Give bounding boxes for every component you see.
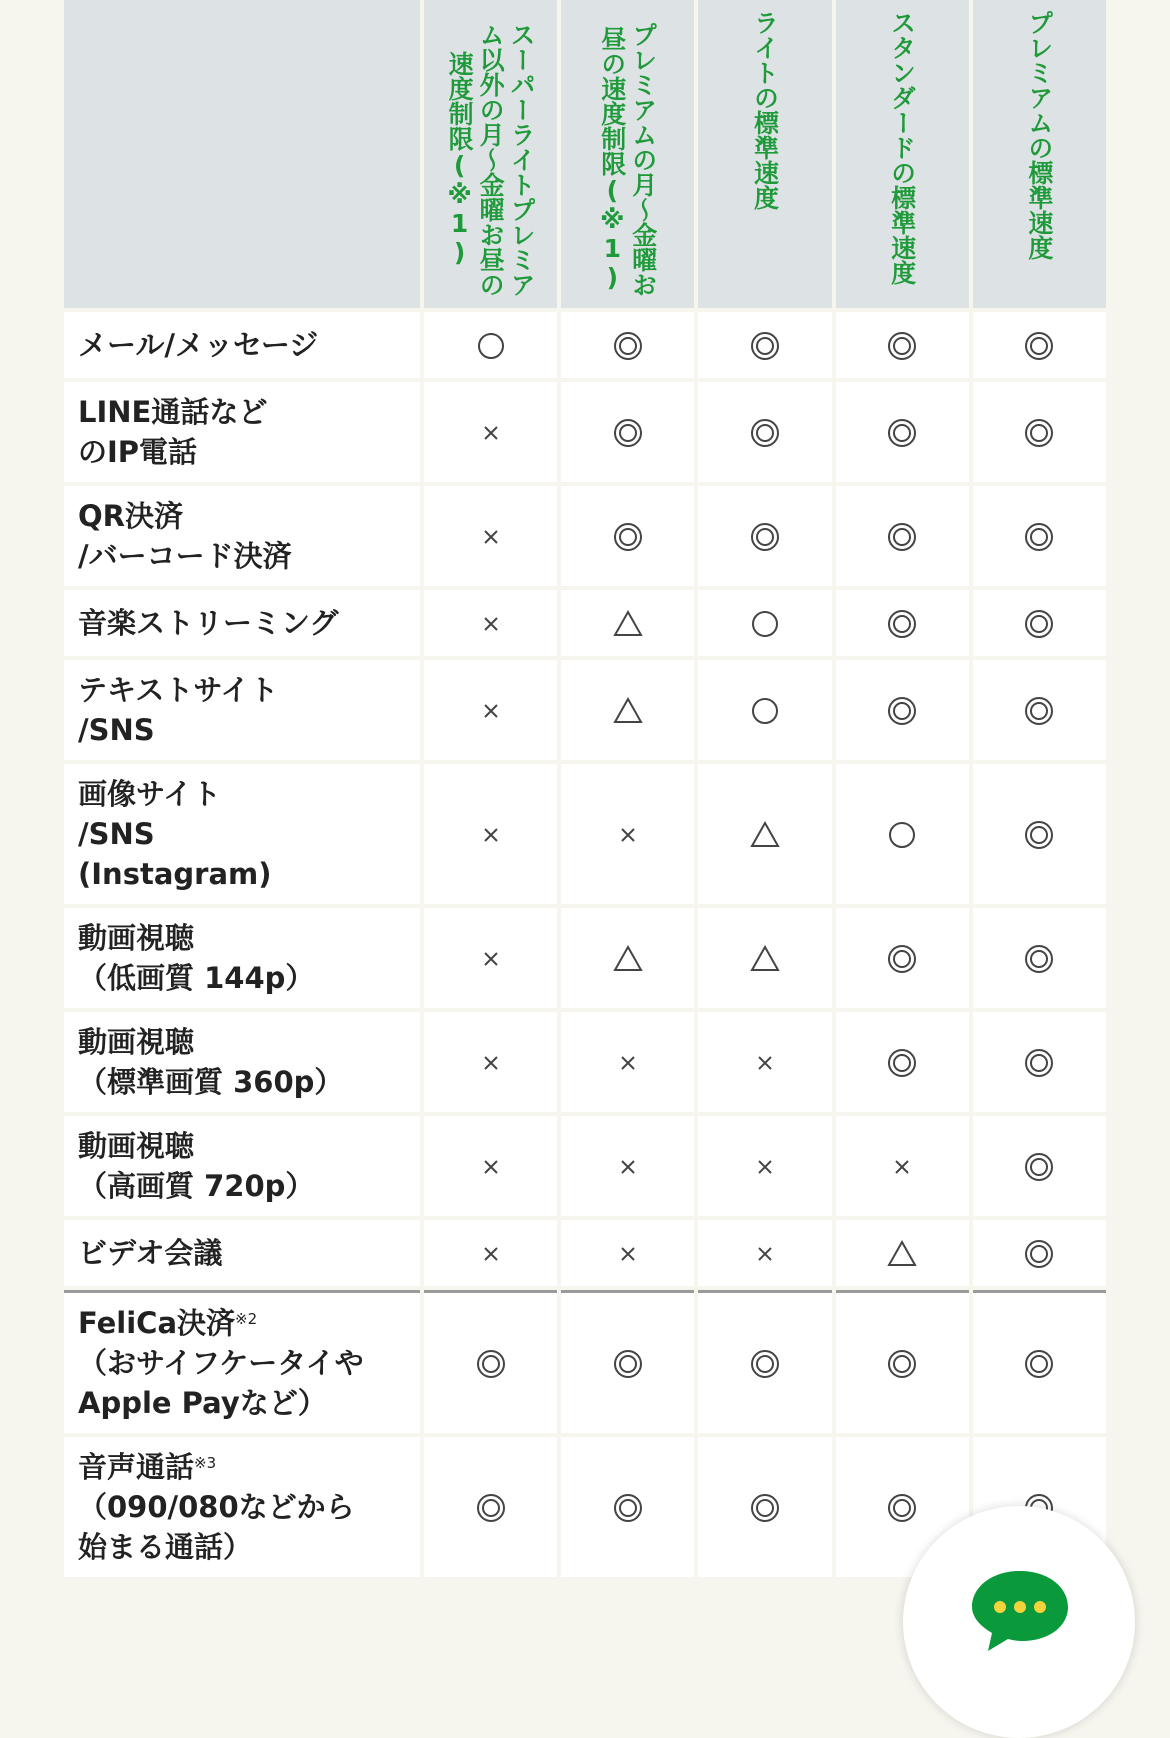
row-label	[64, 1012, 420, 1112]
rating-cell	[698, 908, 831, 1008]
rating-cell	[698, 590, 831, 656]
rating-cell	[424, 764, 557, 904]
footnote-mark: ※2	[235, 1310, 258, 1328]
row-label	[64, 1437, 420, 1577]
rating-cell	[698, 1437, 831, 1577]
double-circle-icon	[1022, 1150, 1056, 1184]
rating-cell	[561, 312, 694, 378]
double-circle-icon	[611, 329, 645, 363]
cross-icon	[611, 1150, 645, 1184]
header-corner	[64, 0, 420, 308]
row-label-text: 画像サイト /SNS (Instagram)	[78, 777, 272, 891]
circle-icon	[885, 818, 919, 852]
row-label-detail: （おサイフケータイや Apple Payなど）	[78, 1346, 364, 1420]
cross-icon	[474, 694, 508, 728]
rating-cell	[561, 908, 694, 1008]
cross-icon	[611, 1046, 645, 1080]
cross-icon	[474, 1046, 508, 1080]
rating-cell	[973, 1220, 1106, 1286]
header-label: スーパーライトプレミアム以外の月〜金曜お昼の速度制限(※1)	[445, 21, 537, 297]
double-circle-icon	[885, 520, 919, 554]
double-circle-icon	[885, 329, 919, 363]
row-label-text: FeliCa決済	[78, 1306, 236, 1340]
double-circle-icon	[748, 520, 782, 554]
double-circle-icon	[474, 1347, 508, 1381]
rating-cell	[561, 590, 694, 656]
triangle-icon	[748, 818, 782, 852]
rating-cell	[698, 1012, 831, 1112]
rating-cell	[973, 1290, 1106, 1433]
double-circle-icon	[611, 416, 645, 450]
header-label: ライトの標準速度	[750, 10, 780, 210]
row-label-text: 動画視聴 （標準画質 360p）	[78, 1025, 344, 1099]
triangle-icon	[611, 942, 645, 976]
row-label-text: テキストサイト /SNS	[78, 673, 279, 747]
cross-icon	[748, 1237, 782, 1271]
table-row	[64, 1290, 1106, 1433]
row-label-text: 動画視聴 （高画質 720p）	[78, 1129, 315, 1203]
rating-cell	[836, 312, 969, 378]
rating-cell	[424, 1220, 557, 1286]
rating-cell	[698, 1290, 831, 1433]
row-label	[64, 382, 420, 482]
header-label: スタンダードの標準速度	[887, 10, 917, 285]
cross-icon	[474, 1237, 508, 1271]
double-circle-icon	[748, 416, 782, 450]
rating-cell	[836, 660, 969, 760]
row-label	[64, 590, 420, 656]
row-label	[64, 908, 420, 1008]
row-label	[64, 1220, 420, 1286]
double-circle-icon	[885, 416, 919, 450]
row-label-text: LINE通話など のIP電話	[78, 395, 268, 469]
double-circle-icon	[611, 1347, 645, 1381]
rating-cell	[836, 908, 969, 1008]
rating-cell	[836, 486, 969, 586]
chat-bubble-icon[interactable]	[968, 1567, 1072, 1653]
rating-cell	[561, 660, 694, 760]
row-label-text: 動画視聴 （低画質 144p）	[78, 921, 315, 995]
rating-cell	[973, 590, 1106, 656]
table-row	[64, 908, 1106, 1008]
header-row	[64, 0, 1106, 308]
double-circle-icon	[885, 1046, 919, 1080]
double-circle-icon	[885, 1491, 919, 1525]
rating-cell	[424, 312, 557, 378]
double-circle-icon	[885, 1347, 919, 1381]
rating-cell	[836, 1116, 969, 1216]
rating-cell	[973, 908, 1106, 1008]
header-col-3	[698, 0, 831, 308]
cross-icon	[885, 1150, 919, 1184]
cross-icon	[611, 1237, 645, 1271]
rating-cell	[698, 1116, 831, 1216]
row-label-text: ビデオ会議	[78, 1236, 223, 1270]
double-circle-icon	[1022, 1237, 1056, 1271]
double-circle-icon	[748, 1491, 782, 1525]
table-row	[64, 1220, 1106, 1286]
rating-cell	[973, 312, 1106, 378]
cross-icon	[474, 416, 508, 450]
header-col-5	[973, 0, 1106, 308]
header-col-2	[561, 0, 694, 308]
cross-icon	[748, 1046, 782, 1080]
cross-icon	[474, 520, 508, 554]
rating-cell	[836, 1290, 969, 1433]
circle-icon	[748, 607, 782, 641]
row-label-text: QR決済 /バーコード決済	[78, 499, 292, 573]
table-row	[64, 382, 1106, 482]
table-row	[64, 486, 1106, 586]
rating-cell	[698, 764, 831, 904]
row-label	[64, 764, 420, 904]
triangle-icon	[885, 1237, 919, 1271]
circle-icon	[474, 329, 508, 363]
triangle-icon	[611, 607, 645, 641]
rating-cell	[561, 1220, 694, 1286]
rating-cell	[973, 764, 1106, 904]
table-row	[64, 312, 1106, 378]
footnote-mark: ※3	[194, 1454, 217, 1472]
row-label	[64, 1290, 420, 1433]
rating-cell	[973, 1116, 1106, 1216]
double-circle-icon	[474, 1491, 508, 1525]
rating-cell	[973, 1012, 1106, 1112]
rating-cell	[424, 908, 557, 1008]
triangle-icon	[611, 694, 645, 728]
double-circle-icon	[1022, 607, 1056, 641]
double-circle-icon	[748, 1347, 782, 1381]
double-circle-icon	[748, 329, 782, 363]
rating-cell	[973, 486, 1106, 586]
cross-icon	[474, 607, 508, 641]
double-circle-icon	[1022, 1347, 1056, 1381]
row-label-text: 音声通話	[78, 1450, 195, 1484]
double-circle-icon	[1022, 1046, 1056, 1080]
rating-cell	[424, 590, 557, 656]
rating-cell	[836, 1012, 969, 1112]
rating-cell	[424, 1012, 557, 1112]
rating-cell	[698, 382, 831, 482]
rating-cell	[561, 1012, 694, 1112]
row-label	[64, 660, 420, 760]
row-label	[64, 486, 420, 586]
table-row	[64, 660, 1106, 760]
rating-cell	[561, 1437, 694, 1577]
double-circle-icon	[885, 607, 919, 641]
double-circle-icon	[885, 942, 919, 976]
rating-cell	[836, 1220, 969, 1286]
rating-cell	[424, 1116, 557, 1216]
rating-cell	[561, 486, 694, 586]
row-label	[64, 312, 420, 378]
table-row	[64, 1116, 1106, 1216]
rating-cell	[561, 1116, 694, 1216]
row-label-text: メール/メッセージ	[78, 328, 319, 362]
header-label: プレミアムの標準速度	[1024, 10, 1054, 260]
rating-cell	[561, 382, 694, 482]
double-circle-icon	[1022, 942, 1056, 976]
double-circle-icon	[1022, 818, 1056, 852]
rating-cell	[698, 660, 831, 760]
double-circle-icon	[1022, 520, 1056, 554]
rating-cell	[973, 660, 1106, 760]
row-label-detail: （090/080などから 始まる通話）	[78, 1490, 355, 1564]
cross-icon	[748, 1150, 782, 1184]
cross-icon	[474, 1150, 508, 1184]
header-label: プレミアムの月〜金曜お昼の速度制限(※1)	[597, 21, 658, 297]
table-row	[64, 764, 1106, 904]
rating-cell	[424, 1437, 557, 1577]
rating-cell	[973, 382, 1106, 482]
rating-cell	[836, 764, 969, 904]
rating-cell	[836, 590, 969, 656]
rating-cell	[698, 486, 831, 586]
table-row	[64, 590, 1106, 656]
double-circle-icon	[885, 694, 919, 728]
rating-cell	[424, 486, 557, 586]
cross-icon	[474, 942, 508, 976]
rating-cell	[424, 660, 557, 760]
double-circle-icon	[611, 1491, 645, 1525]
header-col-1	[424, 0, 557, 308]
rating-cell	[424, 1290, 557, 1433]
row-label-text: 音楽ストリーミング	[78, 606, 339, 640]
rating-cell	[698, 312, 831, 378]
cross-icon	[611, 818, 645, 852]
double-circle-icon	[1022, 694, 1056, 728]
double-circle-icon	[1022, 329, 1056, 363]
header-col-4	[836, 0, 969, 308]
rating-cell	[836, 382, 969, 482]
cross-icon	[474, 818, 508, 852]
comparison-table	[60, 0, 1110, 1581]
rating-cell	[561, 764, 694, 904]
double-circle-icon	[611, 520, 645, 554]
table-row	[64, 1012, 1106, 1112]
double-circle-icon	[1022, 416, 1056, 450]
rating-cell	[698, 1220, 831, 1286]
row-label	[64, 1116, 420, 1216]
triangle-icon	[748, 942, 782, 976]
circle-icon	[748, 694, 782, 728]
rating-cell	[561, 1290, 694, 1433]
rating-cell	[424, 382, 557, 482]
